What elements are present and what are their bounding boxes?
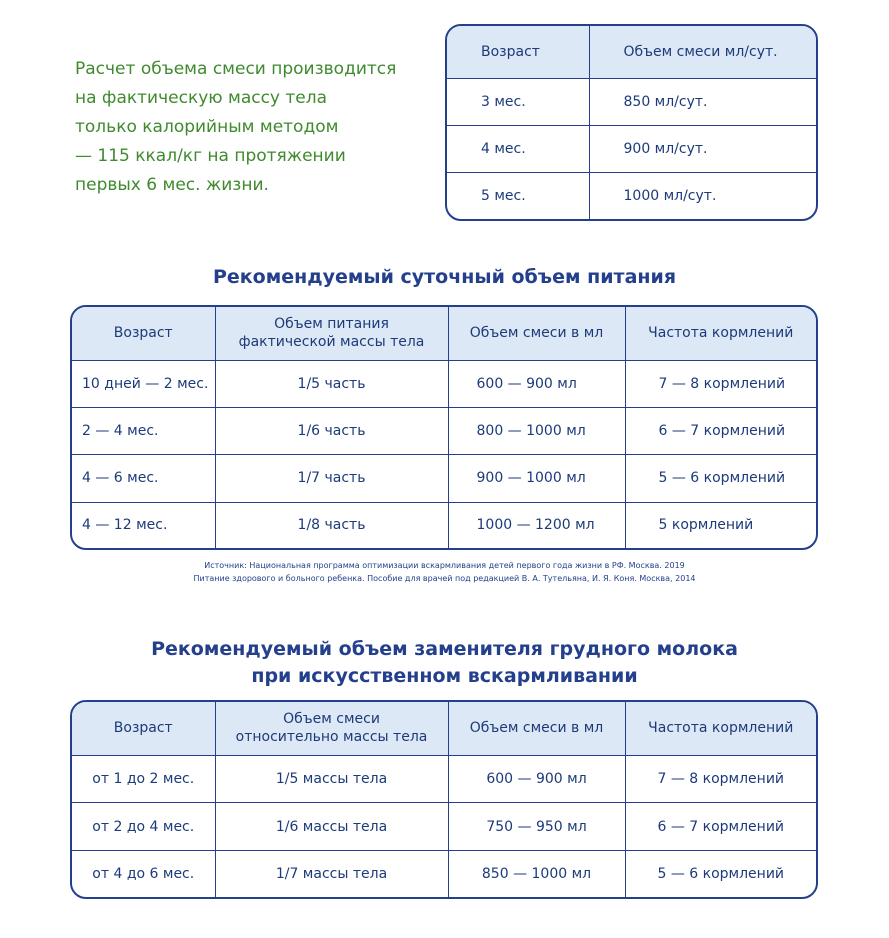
- header-line: фактической массы тела: [238, 334, 425, 351]
- cell-volume: 850 мл/сут.: [589, 78, 816, 125]
- cell-fraction: 1/8 часть: [215, 502, 448, 548]
- cell-frequency: 6 — 7 кормлений: [625, 803, 816, 851]
- cell-age: 2 — 4 мес.: [72, 407, 215, 454]
- cell-frequency: 7 — 8 кормлений: [625, 755, 816, 803]
- cell-relative: 1/7 массы тела: [215, 851, 448, 897]
- cell-relative: 1/6 массы тела: [215, 803, 448, 851]
- cell-frequency: 5 кормлений: [625, 502, 816, 548]
- table-row: [447, 78, 816, 125]
- table-row: [447, 125, 816, 172]
- cell-volume: 850 — 1000 мл: [448, 851, 625, 897]
- cell-age: от 2 до 4 мес.: [72, 803, 215, 851]
- intro-line: — 115 ккал/кг на протяжении: [75, 146, 346, 166]
- table-row: [447, 173, 816, 219]
- source-line: Питание здорового и больного ребенка. Пособие для врачей под редакцией В. А. Тутельяна, И. Я. Коня. Москва, 2014: [193, 574, 696, 583]
- header-volume-ml: Объем смеси в мл: [448, 307, 625, 360]
- table-row: [72, 360, 816, 407]
- cell-age: от 4 до 6 мес.: [72, 851, 215, 897]
- cell-frequency: 5 — 6 кормлений: [625, 851, 816, 897]
- cell-volume: 900 мл/сут.: [589, 125, 816, 172]
- source-note: [0, 559, 889, 585]
- cell-relative: 1/5 массы тела: [215, 755, 448, 803]
- table-header-row: [72, 307, 816, 360]
- cell-volume: 1000 мл/сут.: [589, 173, 816, 219]
- cell-age: 4 мес.: [447, 125, 589, 172]
- cell-volume: 900 — 1000 мл: [448, 455, 625, 502]
- volume-by-age-table: [445, 24, 818, 221]
- table-header-row: [72, 702, 816, 755]
- cell-age: 4 — 6 мес.: [72, 455, 215, 502]
- header-volume: Объем смеси мл/сут.: [589, 26, 816, 78]
- table-row: [72, 755, 816, 803]
- cell-volume: 600 — 900 мл: [448, 360, 625, 407]
- daily-volume-table: [70, 305, 818, 550]
- header-line: Объем смеси: [283, 711, 380, 728]
- intro-line: первых 6 мес. жизни.: [75, 175, 269, 195]
- header-volume-relative: [215, 702, 448, 755]
- table-row: [72, 407, 816, 454]
- table-row: [72, 851, 816, 897]
- table-header-row: [447, 26, 816, 78]
- intro-line: Расчет объема смеси производится: [75, 59, 397, 79]
- header-frequency: Частота кормлений: [625, 307, 816, 360]
- header-volume-fraction: [215, 307, 448, 360]
- header-age: Возраст: [72, 307, 215, 360]
- cell-volume: 750 — 950 мл: [448, 803, 625, 851]
- header-line: относительно массы тела: [235, 729, 428, 746]
- intro-line: только калорийным методом: [75, 117, 339, 137]
- source-line: Источник: Национальная программа оптимизации вскармливания детей первого года жизни в РФ. Москва. 2019: [204, 561, 685, 570]
- section3-title: [0, 636, 889, 690]
- header-age: Возраст: [447, 26, 589, 78]
- intro-text: [75, 55, 435, 200]
- table-row: [72, 455, 816, 502]
- header-line: Объем питания: [274, 316, 389, 333]
- cell-volume: 800 — 1000 мл: [448, 407, 625, 454]
- intro-line: на фактическую массу тела: [75, 88, 328, 108]
- header-frequency: Частота кормлений: [625, 702, 816, 755]
- cell-age: 4 — 12 мес.: [72, 502, 215, 548]
- cell-fraction: 1/6 часть: [215, 407, 448, 454]
- header-age: Возраст: [72, 702, 215, 755]
- table-row: [72, 803, 816, 851]
- table-row: [72, 502, 816, 548]
- cell-volume: 1000 — 1200 мл: [448, 502, 625, 548]
- title-line: Рекомендуемый объем заменителя грудного молока: [151, 638, 738, 660]
- cell-fraction: 1/5 часть: [215, 360, 448, 407]
- cell-age: 5 мес.: [447, 173, 589, 219]
- cell-age: 10 дней — 2 мес.: [72, 360, 215, 407]
- cell-volume: 600 — 900 мл: [448, 755, 625, 803]
- cell-frequency: 6 — 7 кормлений: [625, 407, 816, 454]
- cell-fraction: 1/7 часть: [215, 455, 448, 502]
- cell-age: от 1 до 2 мес.: [72, 755, 215, 803]
- header-volume-ml: Объем смеси в мл: [448, 702, 625, 755]
- cell-age: 3 мес.: [447, 78, 589, 125]
- cell-frequency: 5 — 6 кормлений: [625, 455, 816, 502]
- section2-title: Рекомендуемый суточный объем питания: [212, 266, 677, 288]
- formula-volume-table: [70, 700, 818, 899]
- title-line: при искусственном вскармливании: [251, 665, 638, 687]
- cell-frequency: 7 — 8 кормлений: [625, 360, 816, 407]
